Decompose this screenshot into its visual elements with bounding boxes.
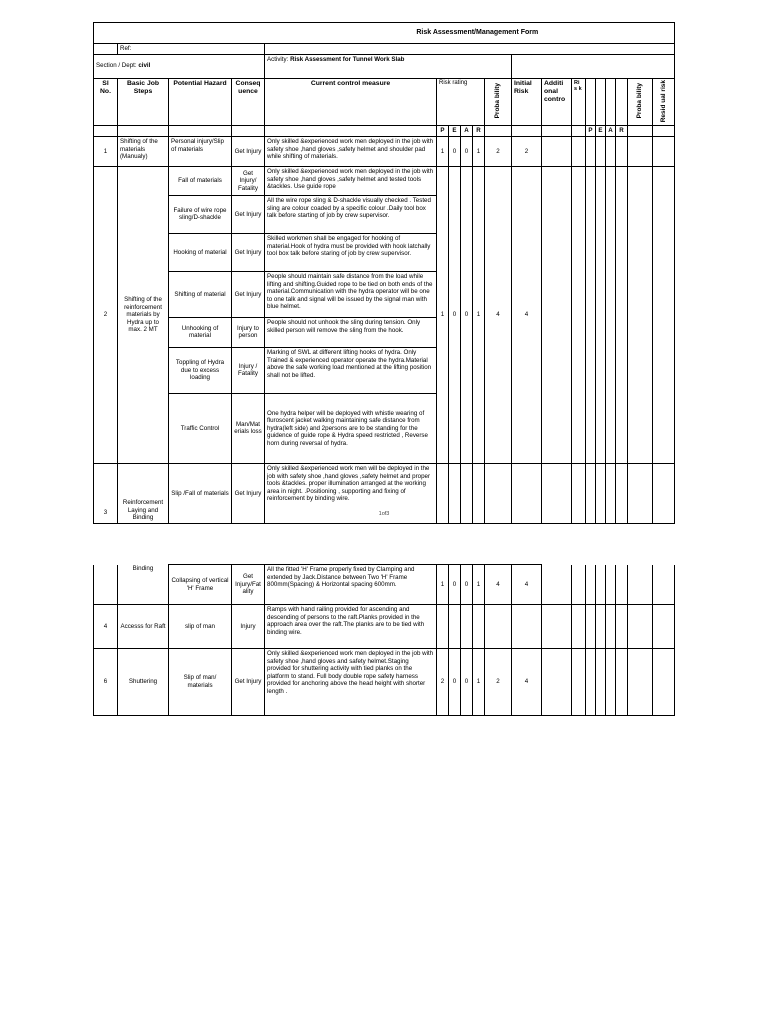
r-header-2: R xyxy=(616,126,628,137)
form-title: Risk Assessment/Management Form xyxy=(94,23,675,44)
table-row: Toppling of Hydra due to excess loading Injury / Fatality Marking of SWL at different lifting hooks of hydra. Only Trained & experienced operator operate the hydra.Material above the safe working load mentioned at the lifting position shall not be lifted. xyxy=(94,347,675,393)
ref-field: Ref: xyxy=(118,44,265,55)
e-header-2: E xyxy=(596,126,606,137)
table-row: Hooking of material Get Injury Skilled workmen shall be engaged for hooking of material.Hook of hydra must be provided with hook latchally tool box talk before staring of job by crew supervisor. xyxy=(94,233,675,271)
table-row: 4 Accesss for Raft slip of man Injury Ramps with hand railing provided for ascending and descending of persons to the raft.Planks provided in the approach area over the raft.The planks are to be tied with binding wire. xyxy=(94,605,675,649)
potential-hazard-header: Potential Hazard xyxy=(169,78,232,126)
residual-risk-header: Resid ual risk xyxy=(659,79,667,122)
probability-header: Proba bility xyxy=(494,83,502,119)
basic-job-steps-header: Basic Job Steps xyxy=(118,78,169,126)
table-row: 1 Shifting of the materials (Manualy) Personal injury/Slip of materials Get Injury Only skilled &experienced work men deployed in the job with safety shoe ,hand gloves ,safety helmet and shoulder pad while shifting of materials. 1 0 0 1 2 2 xyxy=(94,136,675,166)
e-header: E xyxy=(449,126,461,137)
a-header-2: A xyxy=(606,126,616,137)
table-row: Shifting of material Get Injury People should maintain safe distance from the load while lifting and shifting.Guided rope to be tied on both ends of the material.Communication with the hydra operator will be one to one talk and signal will be issued by the signal man with blue helmet. xyxy=(94,271,675,317)
risk-assessment-table-continued xyxy=(93,564,675,716)
table-row: Unhooking of material Injury to person People should not unhook the sling during tension. Only skilled person will remove the sling from the hook. xyxy=(94,317,675,347)
risk-rating-header: Risk rating xyxy=(437,78,485,126)
table-row: Traffic Control Man/Mat erials loss One hydra helper will be deployed with whistle wearing of fluroscent jacket walking maintaining safe distance from hydra(left side) and 2persons are to be standing for the guidence of guide rope & Hydra speed restricted , Reverse horn during reversal of hydra. xyxy=(94,393,675,463)
a-header: A xyxy=(461,126,473,137)
p-header-2: P xyxy=(586,126,596,137)
probability-2-header: Proba bility xyxy=(636,83,644,119)
additional-control-header: Additi onal contro xyxy=(542,78,572,126)
activity-field: Activity: Risk Assessment for Tunnel Work Slab xyxy=(265,54,512,78)
page-number: 1of3 xyxy=(378,511,390,517)
risk-header: Ri s k xyxy=(572,78,586,126)
section-field: Section / Dept: civil xyxy=(94,54,265,78)
r-header: R xyxy=(473,126,485,137)
initial-risk-header: Initial Risk xyxy=(512,78,542,126)
sl-no-header: Sl No. xyxy=(94,78,118,126)
table-row: 2 Shifting of the reinforcement materials by Hydra up to max. 2 MT Fall of materials Get Injury/ Fatality Only skilled &experienced work men deployed in the job with safety shoe ,hand gloves ,safety helmet and tested tools &tackles. Use guide rope 1 0 0 1 4 4 xyxy=(94,166,675,195)
p-header: P xyxy=(437,126,449,137)
consequence-header: Conseq uence xyxy=(232,78,265,126)
table-row: Failure of wire rope sling/D-shackle Get Injury All the wire rope sling & D-shackle visually checked . Tested sling are colour coaded by a specific colour .Daily tool box talk before starting of job by crew supervisor. xyxy=(94,195,675,233)
table-row: 6 Shuttering Slip of man/ materials Get Injury Only skilled &experienced work men deployed in the job with safety shoe ,hand gloves and safety helmet.Staging provided for shuttering activity with tied planks on the platform to stand. Full body double rope safety harness provided for anchoring above the head height with shorter length . 2 0 0 1 2 4 xyxy=(94,649,675,716)
risk-assessment-table xyxy=(93,22,675,524)
table-row: Binding Collapsing of vertical 'H' Frame Get Injury/Fat ality All the fitted 'H' Frame properly fixed by Clamping and extended by Jack.Distance between Two 'H' Frame 800mm(Spacing) & Horizontal spacing 600mm. 1 0 0 1 4 4 xyxy=(94,565,675,605)
form-page-2 xyxy=(93,564,675,717)
control-measure-header: Current control measure xyxy=(265,78,437,126)
table-row: 3 Reinforcement Laying and Binding Slip /Fall of materials Get Injury Only skilled &experienced work men will be deployed in the job with safety shoe ,hand gloves ,safety helmet and proper tools &tackles. proper illumination arranged at the working area in night. .Positioning , supporting and fixing of reinforcement by binding wire. xyxy=(94,463,675,523)
